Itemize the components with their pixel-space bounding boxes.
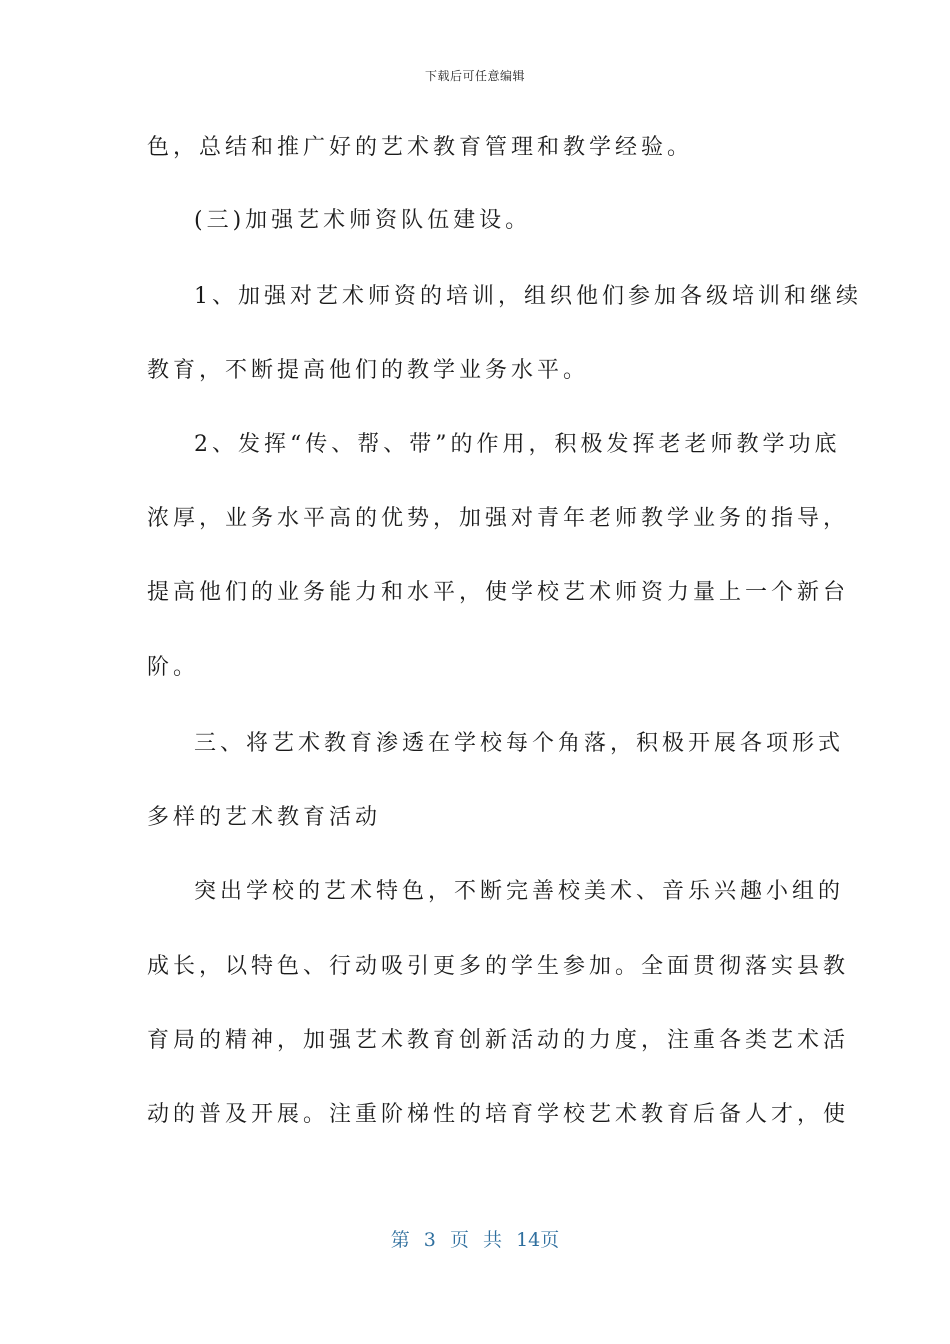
body-line: 成长，以特色、行动吸引更多的学生参加。全面贯彻落实县教 (147, 954, 850, 979)
body-line: 阶。 (147, 655, 200, 680)
total-label: 共 (483, 1229, 503, 1251)
header-note: 下载后可任意编辑 (424, 69, 525, 83)
section-heading: (三)加强艺术师资队伍建设。 (194, 208, 532, 233)
body-line: 浓厚，业务水平高的优势，加强对青年老师教学业务的指导， (147, 506, 850, 531)
body-line: 动的普及开展。注重阶梯性的培育学校艺术教育后备人才，使 (147, 1102, 850, 1127)
body-line: 2、发挥“传、帮、带”的作用，积极发挥老老师教学功底 (194, 432, 841, 457)
body-line: 提高他们的业务能力和水平，使学校艺术师资力量上一个新台 (147, 580, 850, 605)
page-unit: 页 (449, 1229, 469, 1251)
body-line: 色，总结和推广好的艺术教育管理和教学经验。 (147, 135, 694, 160)
body-line: 突出学校的艺术特色，不断完善校美术、音乐兴趣小组的 (194, 879, 845, 904)
page-current: 3 (423, 1229, 436, 1251)
section-heading: 三、将艺术教育渗透在学校每个角落，积极开展各项形式 (194, 731, 845, 756)
section-heading: 多样的艺术教育活动 (147, 805, 382, 830)
page-total: 14页 (516, 1229, 560, 1251)
body-line: 教育，不断提高他们的教学业务水平。 (147, 358, 590, 383)
body-line: 1、加强对艺术师资的培训，组织他们参加各级培训和继续 (194, 284, 862, 309)
page-footer (0, 1225, 950, 1252)
body-line: 育局的精神，加强艺术教育创新活动的力度，注重各类艺术活 (147, 1028, 850, 1053)
page-label: 第 (390, 1229, 410, 1251)
